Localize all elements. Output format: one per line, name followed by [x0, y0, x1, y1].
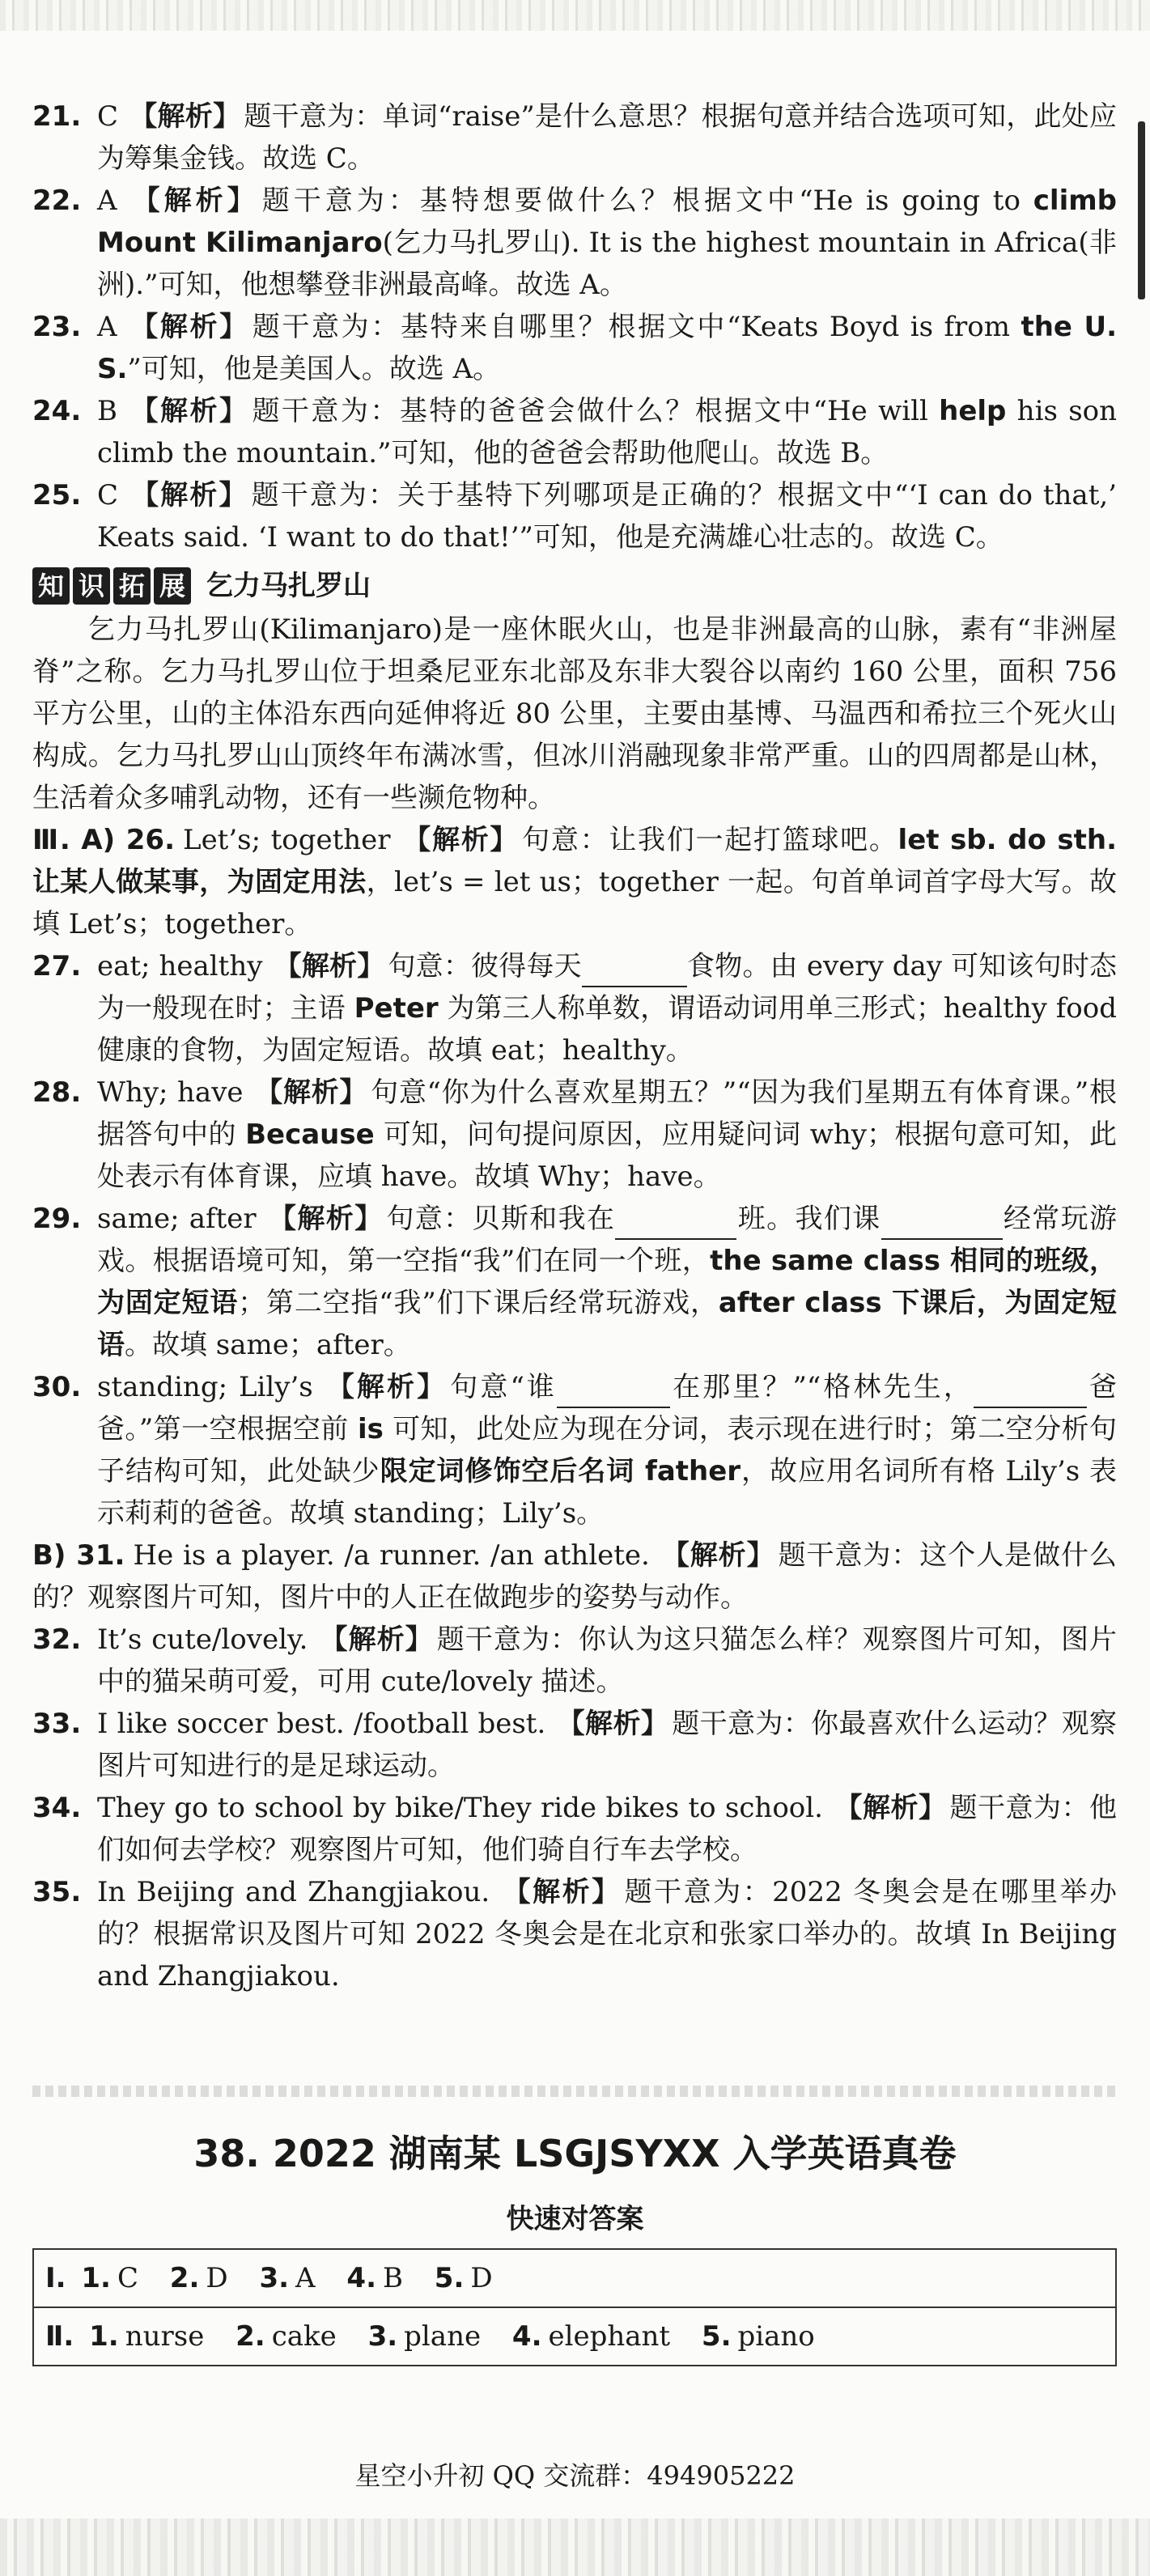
quick-answer-item: 1. C [81, 2262, 138, 2294]
bold-phrase: the U. S. [97, 311, 1117, 385]
answer-number: 28. [32, 1076, 82, 1109]
answer-explanation-cont: 经常玩游戏。根据语境可知，第一空指“我”们在同一个班， [97, 1203, 1118, 1277]
answer-number: Ⅲ. A) 26. [32, 824, 175, 856]
answer-value: They go to school by bike/They ride bikes to school. [97, 1792, 823, 1824]
answer-31 [32, 1534, 1117, 1619]
answer-value: Let’s; together [182, 824, 391, 856]
answer-explanation-cont: ；第二空指“我”们下课后经常玩游戏， [238, 1287, 719, 1319]
answer-explanation-cont: 班。我们课 [736, 1203, 881, 1235]
quick-answer-item: 2. cake [236, 2320, 337, 2353]
answer-explanation: 句意：彼得每天 [388, 950, 582, 982]
quick-answer-item: 5. piano [701, 2320, 815, 2353]
answer-explanation: 句意“谁 [450, 1371, 558, 1403]
knowledge-label-char: 知 [32, 567, 70, 605]
answer-number: 29. [32, 1203, 82, 1235]
bold-phrase: the same class 相同的班级，为固定短语 [97, 1245, 1117, 1319]
quick-answer-item: 3. plane [367, 2320, 482, 2353]
answer-explanation-cont: 。故填 same；after。 [125, 1329, 411, 1361]
answer-explanation-cont: 可知，此处应为现在分词，表示现在进行时；第二空分析句子结构可知，此处缺少 [97, 1413, 1117, 1487]
answer-explanation-cont: ”可知，他是美国人。故选 A。 [127, 353, 501, 385]
answer-number: 23. [32, 311, 82, 343]
footer-group-info: 星空小升初 QQ 交流群：494905222 [354, 2460, 796, 2491]
answer-letter: A [97, 185, 117, 217]
answer-26 [32, 819, 1117, 945]
bold-phrase: after class 下课后，为固定短语 [97, 1287, 1118, 1361]
fill-blank [557, 1377, 670, 1408]
answer-34 [32, 1787, 1117, 1871]
quick-answers-table [32, 2248, 1117, 2366]
answer-28 [32, 1072, 1117, 1198]
answer-number: 35. [32, 1876, 82, 1908]
answer-explanation: 题干意为：基特想要做什么？根据文中“He is going to [261, 185, 1033, 217]
quick-answers-cell [33, 2307, 1116, 2366]
analysis-tag: 【解析】 [401, 824, 520, 856]
answer-column [32, 95, 1117, 1997]
analysis-tag: 【解析】 [319, 1623, 434, 1656]
answer-value: standing; Lily’s [97, 1371, 313, 1403]
quick-answer-item: 5. D [434, 2262, 493, 2294]
quick-answers-row [33, 2249, 1116, 2307]
section-divider [32, 2086, 1117, 2097]
fill-blank [974, 1377, 1087, 1408]
answer-explanation: 题干意为：2022 冬奥会是在哪里举办的？根据常识及图片可知 2022 冬奥会是在北京和张家口举办的。故填 In Beijing and Zhangjiakou. [97, 1876, 1117, 1992]
analysis-tag: 【解析】 [324, 1371, 448, 1403]
answer-23 [32, 306, 1117, 390]
fill-blank [615, 1209, 736, 1240]
answer-explanation: 题干意为：你认为这只猫怎么样？观察图片可知，图片中的猫呆萌可爱，可用 cute/lovely 描述。 [97, 1623, 1118, 1698]
answer-number: 27. [32, 950, 82, 982]
answer-explanation: 句意“你为什么喜欢星期五？”“因为我们星期五有体育课。”根据答句中的 [97, 1076, 1118, 1151]
answer-explanation: 句意：贝斯和我在 [386, 1203, 616, 1235]
answer-explanation-cont: ，let’s = let us；together 一起。句首单词首字母大写。故填 Let’s；together。 [32, 866, 1117, 940]
bold-phrase: let sb. do sth. 让某人做某事，为固定用法 [32, 824, 1117, 898]
quick-answer-item: 4. B [346, 2262, 403, 2294]
answer-value: Why; have [97, 1076, 244, 1109]
answer-22 [32, 180, 1117, 306]
analysis-tag: 【解析】 [128, 311, 249, 343]
answer-30 [32, 1366, 1117, 1534]
answer-value: In Beijing and Zhangjiakou. [97, 1876, 490, 1908]
bold-phrase: climb Mount Kilimanjaro [97, 185, 1118, 259]
answer-explanation: 题干意为：单词“raise”是什么意思？根据句意并结合选项可知，此处应为筹集金钱。故选 C。 [97, 100, 1117, 175]
analysis-tag: 【解析】 [254, 1076, 368, 1109]
knowledge-title: 乞力马扎罗山 [206, 570, 371, 602]
answer-explanation-cont: 为第三人称单数，谓语动词用单三形式；healthy food 健康的食物，为固定短语。故填 eat；healthy。 [97, 992, 1117, 1067]
answer-value: eat; healthy [97, 950, 263, 982]
answer-25 [32, 474, 1117, 558]
analysis-tag: 【解析】 [129, 479, 248, 511]
answer-letter: B [97, 395, 117, 427]
answer-explanation-cont: 爸爸。”第一空根据空前 [97, 1371, 1118, 1445]
answer-explanation: 题干意为：他们如何去学校？观察图片可知，他们骑自行车去学校。 [97, 1792, 1118, 1866]
section-label: Ⅱ. [45, 2320, 74, 2353]
analysis-tag: 【解析】 [128, 185, 259, 217]
answer-letter: C [97, 479, 119, 511]
section-label: Ⅰ. [45, 2262, 66, 2294]
quick-answer-item: 4. elephant [511, 2320, 671, 2353]
knowledge-label-char: 识 [73, 567, 110, 605]
answer-letter: C [97, 100, 119, 133]
answer-number: 22. [32, 185, 82, 217]
knowledge-label-char: 展 [154, 567, 191, 605]
answer-number: B) 31. [32, 1539, 125, 1572]
analysis-tag: 【解析】 [129, 100, 241, 133]
scan-edge-bottom [0, 2519, 1150, 2576]
answer-number: 32. [32, 1623, 82, 1656]
quick-answer-item: 2. D [169, 2262, 228, 2294]
answer-value: He is a player. /a runner. /an athlete. [133, 1539, 650, 1572]
answer-24 [32, 390, 1117, 474]
scan-edge-top [0, 0, 1150, 31]
answer-number: 24. [32, 395, 82, 427]
answer-explanation: 句意：让我们一起打篮球吧。 [522, 824, 898, 856]
answer-number: 33. [32, 1708, 82, 1740]
bold-phrase: is [357, 1413, 384, 1445]
knowledge-expansion-header [32, 563, 1117, 609]
answer-explanation-cont: his son climb the mountain.”可知，他的爸爸会帮助他爬山。故选 B。 [97, 395, 1118, 469]
quick-answer-item: 1. nurse [89, 2320, 205, 2353]
answer-29 [32, 1198, 1117, 1366]
quick-answers-cell [33, 2249, 1116, 2307]
analysis-tag: 【解析】 [557, 1708, 669, 1740]
exam-title: 38. 2022 湖南某 LSGJSYXX 入学英语真卷 [193, 2132, 957, 2175]
answer-number: 34. [32, 1792, 82, 1824]
answer-number: 25. [32, 479, 82, 511]
answer-33 [32, 1703, 1117, 1787]
fill-blank [881, 1209, 1003, 1240]
answer-value: same; after [97, 1203, 257, 1235]
answer-35 [32, 1871, 1117, 1997]
answer-explanation: 题干意为：这个人是做什么的？观察图片可知，图片中的人正在做跑步的姿势与动作。 [32, 1539, 1117, 1614]
bold-phrase: Because [245, 1118, 375, 1151]
answer-explanation-cont: (乞力马扎罗山). It is the highest mountain in Africa(非洲).”可知，他想攀登非洲最高峰。故选 A。 [97, 227, 1117, 301]
answer-21 [32, 95, 1117, 180]
analysis-tag: 【解析】 [660, 1539, 775, 1572]
answer-explanation: 题干意为：基特来自哪里？根据文中“Keats Boyd is from [252, 311, 1021, 343]
answer-explanation-cont: 在那里？”“格林先生， [670, 1371, 974, 1403]
knowledge-label-char: 拓 [113, 567, 151, 605]
bold-phrase: 限定词修饰空后名词 father [380, 1455, 741, 1487]
analysis-tag: 【解析】 [834, 1792, 947, 1824]
answer-explanation-cont: 食物。由 every day 可知该句时态为一般现在时；主语 [97, 950, 1118, 1025]
answer-32 [32, 1619, 1117, 1703]
answer-27 [32, 945, 1117, 1072]
quick-answer-item: 3. A [259, 2262, 316, 2294]
answer-explanation-cont: 可知，问句提问原因，应用疑问词 why；根据句意可知，此处表示有体育课，应填 have。故填 Why；have。 [97, 1118, 1117, 1193]
analysis-tag: 【解析】 [129, 395, 249, 427]
answer-number: 30. [32, 1371, 82, 1403]
fill-blank [582, 957, 687, 987]
answer-number: 21. [32, 100, 82, 133]
page-edge-mark [1138, 121, 1145, 299]
answer-explanation: 题干意为：基特的爸爸会做什么？根据文中“He will [252, 395, 940, 427]
bold-phrase: help [939, 395, 1007, 427]
answer-explanation-cont: ，故应用名词所有格 Lily’s 表示莉莉的爸爸。故填 standing；Lily’s。 [97, 1455, 1118, 1530]
answer-explanation: 题干意为：你最喜欢什么运动？观察图片可知进行的是足球运动。 [97, 1708, 1118, 1782]
analysis-tag: 【解析】 [267, 1203, 384, 1235]
knowledge-body: 乞力马扎罗山(Kilimanjaro)是一座休眠火山，也是非洲最高的山脉，素有“非洲屋脊”之称。乞力马扎罗山位于坦桑尼亚东北部及东非大裂谷以南约 160 公里，面积 756 平方公里，山的主体沿东西向延伸将近 80 公里，主要由基博、马温西和希拉三个死火山构成。乞力马扎罗山山顶终年布满冰雪，但冰川消融现象非常严重。山的四周都是山林，生活着众多哺乳动物，还有一些濒危物种。 [32, 613, 1117, 814]
answer-value: It’s cute/lovely. [97, 1623, 308, 1656]
quick-answers-row [33, 2307, 1116, 2366]
answer-value: I like soccer best. /football best. [97, 1708, 546, 1740]
answer-letter: A [97, 311, 117, 343]
bold-phrase: Peter [354, 992, 439, 1025]
analysis-tag: 【解析】 [501, 1876, 622, 1908]
analysis-tag: 【解析】 [274, 950, 385, 982]
answer-explanation: 题干意为：关于基特下列哪项是正确的？根据文中“‘I can do that,’ Keats said. ‘I want to do that!’”可知，他是充满雄心壮志的。故选 C。 [97, 479, 1117, 554]
quick-answers-title: 快速对答案 [506, 2203, 644, 2235]
